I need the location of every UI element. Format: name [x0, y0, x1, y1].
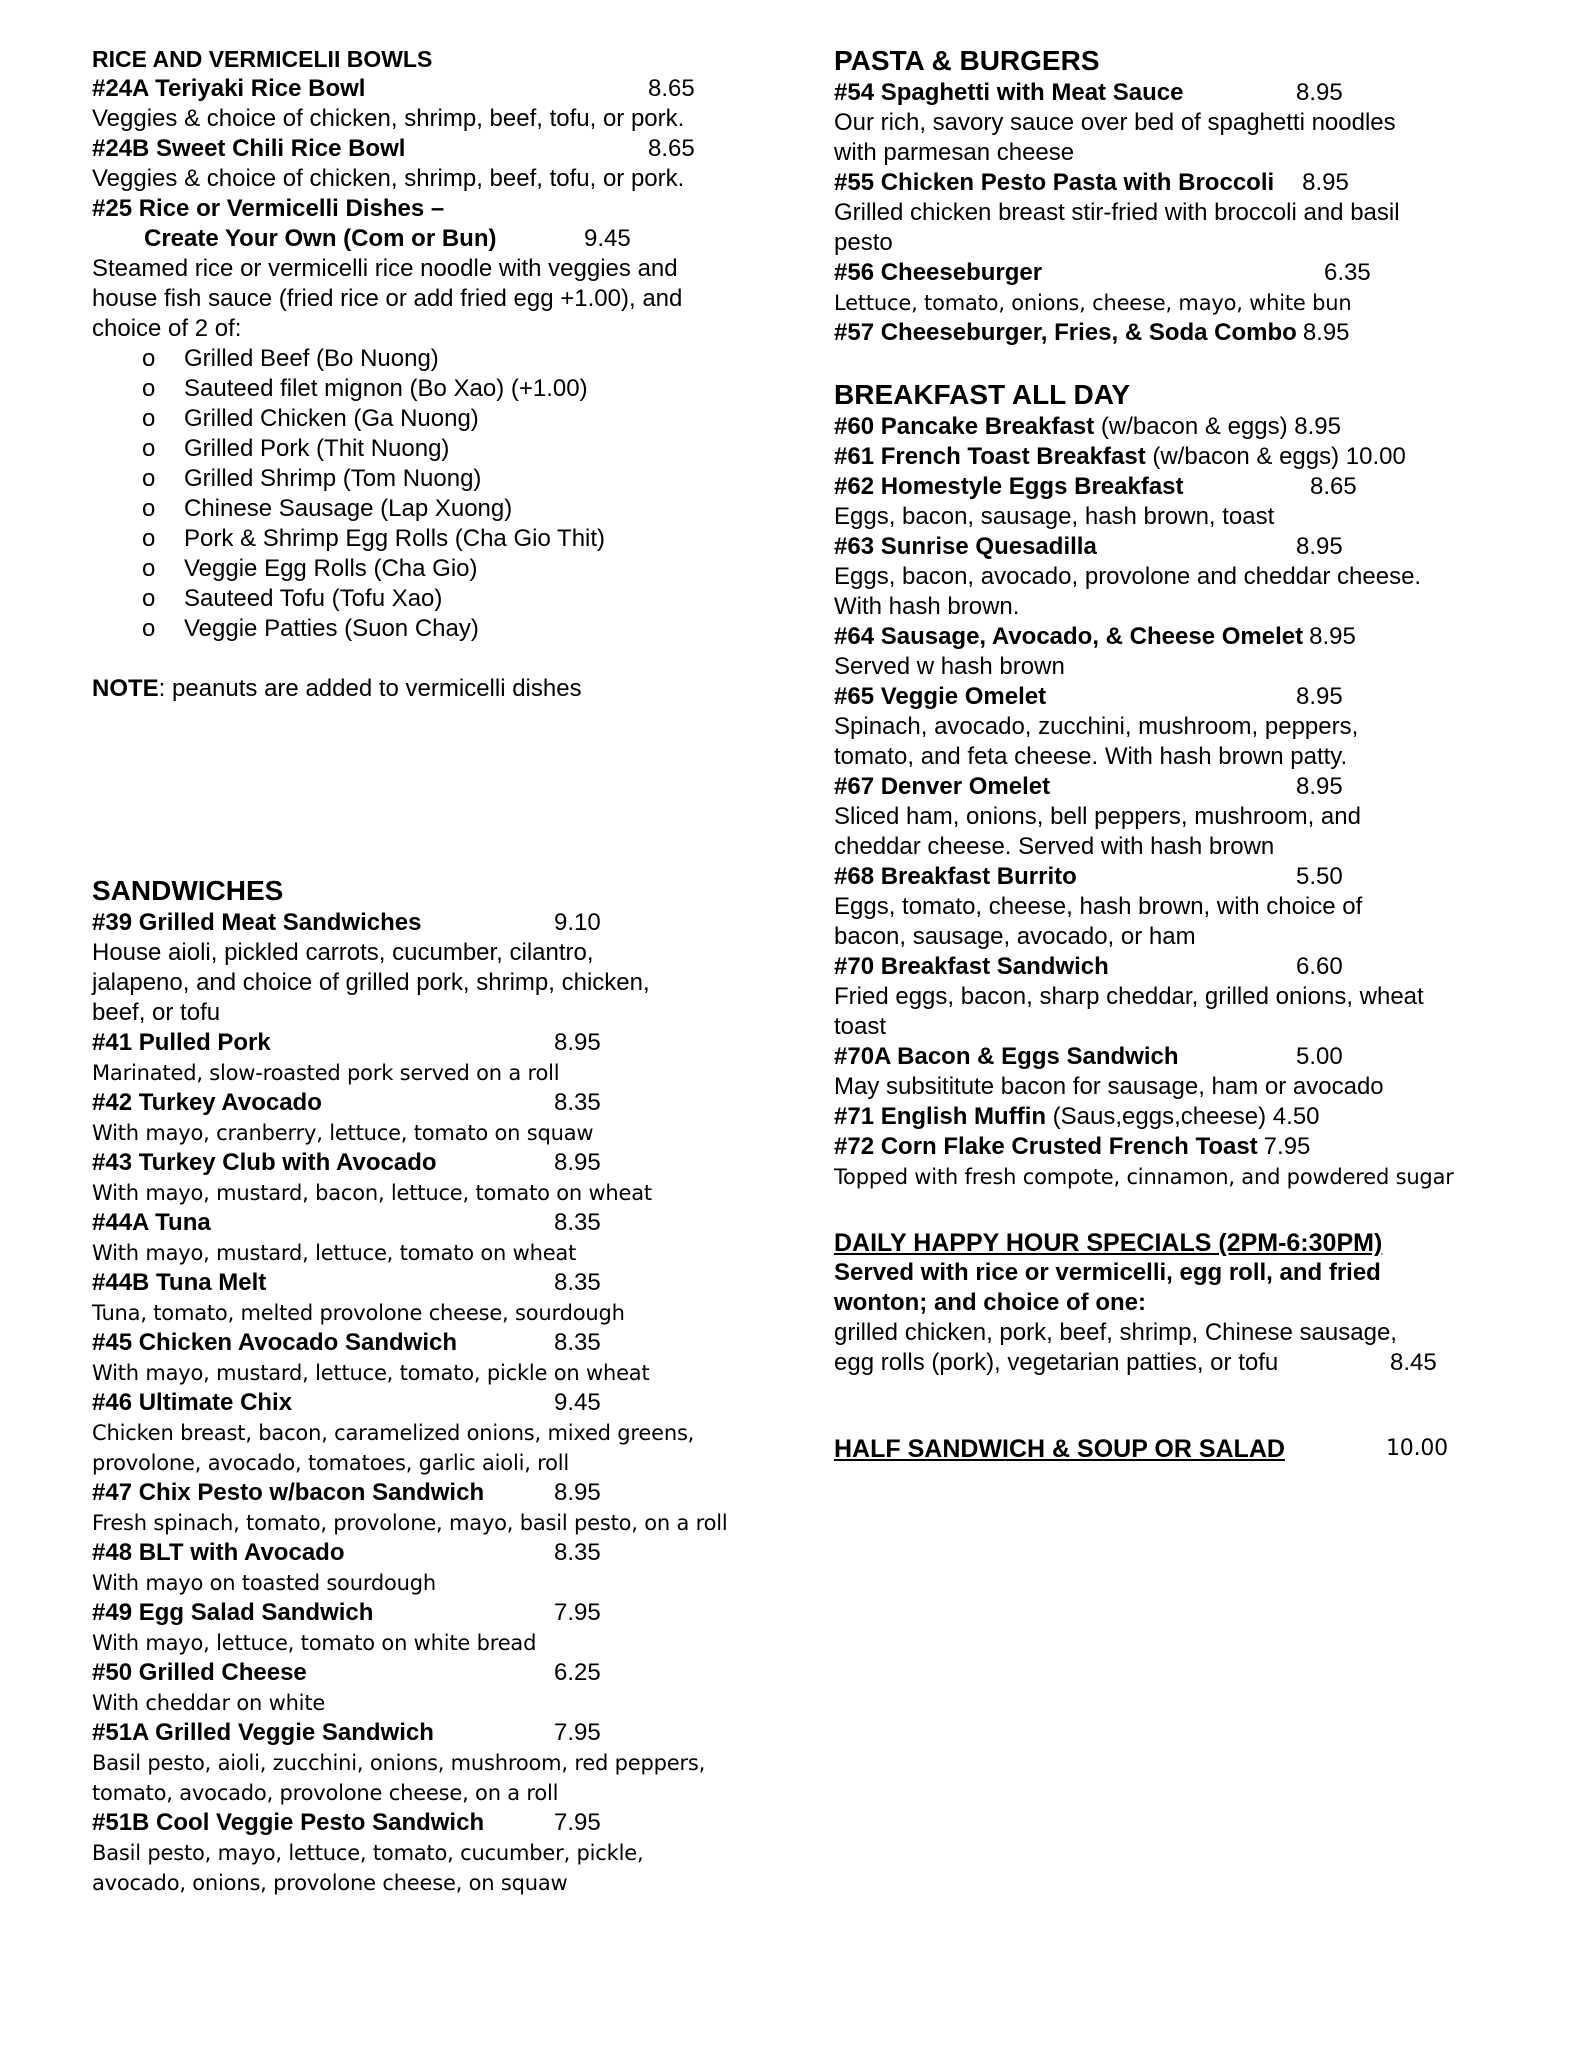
item-price: 8.95 — [1296, 773, 1343, 800]
list-item: o Grilled Pork (Thit Nuong) — [92, 434, 742, 464]
item-desc: avocado, onions, provolone cheese, on squaw — [92, 1871, 568, 1895]
item-name: #41 Pulled Pork — [92, 1029, 271, 1056]
item-name: #63 Sunrise Quesadilla — [834, 533, 1097, 560]
item-name: #48 BLT with Avocado — [92, 1539, 345, 1566]
list-item: o Grilled Shrimp (Tom Nuong) — [92, 464, 742, 494]
item-price: 8.35 — [554, 1269, 601, 1296]
item-price: 6.25 — [554, 1659, 601, 1686]
menu-item — [92, 1538, 742, 1568]
item-name: #24A Teriyaki Rice Bowl — [92, 75, 366, 102]
item-desc: Our rich, savory sauce over bed of spaghetti noodles — [834, 109, 1396, 136]
item-name: #71 English Muffin — [834, 1103, 1047, 1130]
item-desc: Topped with fresh compote, cinnamon, and powdered sugar — [834, 1165, 1454, 1189]
item-desc: toast — [834, 1013, 887, 1040]
happy-hour-desc: egg rolls (pork), vegetarian patties, or tofu — [834, 1349, 1279, 1376]
item-desc: Eggs, bacon, sausage, hash brown, toast — [834, 503, 1275, 530]
list-item: o Pork & Shrimp Egg Rolls (Cha Gio Thit) — [92, 524, 742, 554]
item-name: #44B Tuna Melt — [92, 1269, 267, 1296]
item-name: #72 Corn Flake Crusted French Toast — [834, 1133, 1258, 1160]
bullet-icon: o — [142, 405, 156, 432]
list-item: o Grilled Beef (Bo Nuong) — [92, 344, 742, 374]
item-desc: house fish sauce (fried rice or add fried egg +1.00), and — [92, 285, 683, 312]
item-price: 8.35 — [554, 1089, 601, 1116]
bullet-icon: o — [142, 375, 156, 402]
note-text: : peanuts are added to vermicelli dishes — [158, 675, 582, 702]
menu-item-24b — [92, 134, 742, 164]
menu-item — [92, 908, 742, 938]
item-name: #64 Sausage, Avocado, & Cheese Omelet — [834, 623, 1304, 650]
item-desc: House aioli, pickled carrots, cucumber, cilantro, — [92, 939, 594, 966]
item-name: #51B Cool Veggie Pesto Sandwich — [92, 1809, 485, 1836]
item-extra: (w/bacon & eggs) 8.95 — [1094, 413, 1341, 440]
item-price: 8.95 — [1302, 169, 1349, 196]
item-desc: Basil pesto, mayo, lettuce, tomato, cucumber, pickle, — [92, 1841, 644, 1865]
item-price: 8.95 — [554, 1149, 601, 1176]
menu-item-60 — [834, 412, 1494, 442]
item-desc: Served w hash brown — [834, 653, 1065, 680]
item-name: #24B Sweet Chili Rice Bowl — [92, 135, 406, 162]
peanut-note — [92, 674, 742, 704]
item-desc: Steamed rice or vermicelli rice noodle with veggies and — [92, 255, 678, 282]
right-column — [834, 44, 1494, 1464]
item-price: 6.60 — [1296, 953, 1343, 980]
choice-list — [92, 344, 742, 644]
item-desc: Veggies & choice of chicken, shrimp, beef, tofu, or pork. — [92, 105, 685, 132]
item-desc: tomato, and feta cheese. With hash brown patty. — [834, 743, 1348, 770]
item-desc: cheddar cheese. Served with hash brown — [834, 833, 1275, 860]
item-desc: With mayo, mustard, bacon, lettuce, tomato on wheat — [92, 1181, 652, 1205]
menu-item-62 — [834, 472, 1494, 502]
item-desc: Fresh spinach, tomato, provolone, mayo, basil pesto, on a roll — [92, 1511, 728, 1535]
note-label: NOTE — [92, 675, 159, 702]
menu-item-57 — [834, 318, 1494, 348]
sandwiches-section-title: SANDWICHES — [92, 875, 284, 906]
menu-item — [92, 1148, 742, 1178]
item-desc: With mayo, mustard, lettuce, tomato on wheat — [92, 1241, 577, 1265]
item-price: 8.65 — [648, 135, 695, 162]
bullet-icon: o — [142, 435, 156, 462]
bullet-icon: o — [142, 585, 156, 612]
menu-item — [92, 1268, 742, 1298]
breakfast-section-title: BREAKFAST ALL DAY — [834, 379, 1131, 410]
item-price: 7.95 — [1263, 1133, 1311, 1160]
item-price: 8.95 — [1296, 683, 1343, 710]
item-price: 8.95 — [1302, 319, 1350, 346]
item-name: #61 French Toast Breakfast — [834, 443, 1146, 470]
menu-item-70a — [834, 1042, 1494, 1072]
item-desc: Eggs, tomato, cheese, hash brown, with choice of — [834, 893, 1363, 920]
item-name: #55 Chicken Pesto Pasta with Broccoli — [834, 169, 1275, 196]
item-desc: choice of 2 of: — [92, 315, 242, 342]
happy-hour-subtitle: wonton; and choice of one: — [834, 1289, 1146, 1316]
half-sandwich-item — [834, 1434, 1494, 1464]
item-name: #25 Rice or Vermicelli Dishes – — [92, 195, 445, 222]
item-price: 6.35 — [1324, 259, 1371, 286]
menu-item-54 — [834, 78, 1494, 108]
list-item: o Veggie Patties (Suon Chay) — [92, 614, 742, 644]
item-desc: Lettuce, tomato, onions, cheese, mayo, white bun — [834, 291, 1352, 315]
item-desc: Veggies & choice of chicken, shrimp, beef, tofu, or pork. — [92, 165, 685, 192]
item-name: #56 Cheeseburger — [834, 259, 1043, 286]
menu-item-61 — [834, 442, 1494, 472]
item-desc: Eggs, bacon, avocado, provolone and cheddar cheese. — [834, 563, 1422, 590]
list-item: o Grilled Chicken (Ga Nuong) — [92, 404, 742, 434]
item-price: 8.95 — [554, 1029, 601, 1056]
item-name-line2: Create Your Own (Com or Bun) — [144, 225, 497, 252]
bullet-icon: o — [142, 525, 156, 552]
menu-item — [92, 1328, 742, 1358]
item-name: #67 Denver Omelet — [834, 773, 1051, 800]
bullet-icon: o — [142, 555, 156, 582]
item-name: #62 Homestyle Eggs Breakfast — [834, 473, 1184, 500]
item-desc: provolone, avocado, tomatoes, garlic aioli, roll — [92, 1451, 570, 1475]
half-sandwich-title: HALF SANDWICH & SOUP OR SALAD — [834, 1435, 1285, 1463]
list-item: o Sauteed Tofu (Tofu Xao) — [92, 584, 742, 614]
happy-hour-title: DAILY HAPPY HOUR SPECIALS (2PM-6:30PM) — [834, 1229, 1383, 1257]
item-price: 9.10 — [554, 909, 601, 936]
menu-item-68 — [834, 862, 1494, 892]
item-desc: With mayo, cranberry, lettuce, tomato on squaw — [92, 1121, 594, 1145]
item-name: #47 Chix Pesto w/bacon Sandwich — [92, 1479, 485, 1506]
menu-item — [92, 1598, 742, 1628]
item-desc: Chicken breast, bacon, caramelized onions, mixed greens, — [92, 1421, 695, 1445]
happy-hour-desc: grilled chicken, pork, beef, shrimp, Chinese sausage, — [834, 1319, 1397, 1346]
list-item: o Chinese Sausage (Lap Xuong) — [92, 494, 742, 524]
item-desc: With mayo, mustard, lettuce, tomato, pickle on wheat — [92, 1361, 650, 1385]
menu-item-65 — [834, 682, 1494, 712]
menu-item-64 — [834, 622, 1494, 652]
item-price: 8.35 — [554, 1209, 601, 1236]
item-price: 8.95 — [1296, 79, 1343, 106]
menu-item — [92, 1208, 742, 1238]
item-desc: With hash brown. — [834, 593, 1020, 620]
item-desc: Grilled chicken breast stir-fried with broccoli and basil — [834, 199, 1400, 226]
menu-item-56 — [834, 258, 1494, 288]
item-name: #65 Veggie Omelet — [834, 683, 1047, 710]
menu-item-72 — [834, 1132, 1494, 1162]
item-price: 7.95 — [554, 1719, 601, 1746]
menu-item-67 — [834, 772, 1494, 802]
menu-item — [92, 1808, 742, 1838]
item-price: 5.00 — [1296, 1043, 1343, 1070]
item-price: 5.50 — [1296, 863, 1343, 890]
bullet-icon: o — [142, 465, 156, 492]
item-price: 8.95 — [1296, 533, 1343, 560]
item-desc: bacon, sausage, avocado, or ham — [834, 923, 1196, 950]
item-name: #60 Pancake Breakfast — [834, 413, 1095, 440]
menu-item-24a — [92, 74, 742, 104]
item-name: #70A Bacon & Eggs Sandwich — [834, 1043, 1179, 1070]
item-price: 7.95 — [554, 1599, 601, 1626]
menu-item-71 — [834, 1102, 1494, 1132]
happy-hour-subtitle: Served with rice or vermicelli, egg roll, and fried — [834, 1259, 1381, 1286]
item-desc: May subsititute bacon for sausage, ham or avocado — [834, 1073, 1384, 1100]
item-desc: With cheddar on white — [92, 1691, 326, 1715]
menu-item-55 — [834, 168, 1494, 198]
item-name: #70 Breakfast Sandwich — [834, 953, 1109, 980]
sandwich-list — [92, 908, 742, 1898]
item-desc: tomato, avocado, provolone cheese, on a roll — [92, 1781, 559, 1805]
item-name: #68 Breakfast Burrito — [834, 863, 1077, 890]
item-name: #44A Tuna — [92, 1209, 211, 1236]
item-name: #51A Grilled Veggie Sandwich — [92, 1719, 434, 1746]
happy-hour-price: 8.45 — [1390, 1349, 1437, 1376]
menu-item-63 — [834, 532, 1494, 562]
item-price: 8.65 — [1310, 473, 1357, 500]
menu-item — [92, 1388, 742, 1418]
item-desc: Fried eggs, bacon, sharp cheddar, grilled onions, wheat — [834, 983, 1424, 1010]
item-price: 8.35 — [554, 1539, 601, 1566]
item-name: #45 Chicken Avocado Sandwich — [92, 1329, 458, 1356]
pasta-section-title: PASTA & BURGERS — [834, 45, 1100, 76]
left-column — [92, 44, 742, 1898]
half-sandwich-price: 10.00 — [1386, 1436, 1448, 1461]
item-name: #49 Egg Salad Sandwich — [92, 1599, 374, 1626]
item-name: #54 Spaghetti with Meat Sauce — [834, 79, 1184, 106]
item-name: #39 Grilled Meat Sandwiches — [92, 909, 422, 936]
list-item: o Sauteed filet mignon (Bo Xao) (+1.00) — [92, 374, 742, 404]
item-name: #42 Turkey Avocado — [92, 1089, 322, 1116]
item-extra: (Saus,eggs,cheese) 4.50 — [1046, 1103, 1320, 1130]
bullet-icon: o — [142, 495, 156, 522]
item-desc: Basil pesto, aioli, zucchini, onions, mushroom, red peppers, — [92, 1751, 706, 1775]
item-desc: With mayo, lettuce, tomato on white bread — [92, 1631, 537, 1655]
item-desc: Sliced ham, onions, bell peppers, mushroom, and — [834, 803, 1361, 830]
menu-item — [92, 1658, 742, 1688]
item-desc: Spinach, avocado, zucchini, mushroom, peppers, — [834, 713, 1359, 740]
bullet-icon: o — [142, 615, 156, 642]
item-name: #46 Ultimate Chix — [92, 1389, 293, 1416]
menu-item-25 — [92, 194, 742, 224]
menu-item — [92, 1718, 742, 1748]
item-price: 7.95 — [554, 1809, 601, 1836]
item-desc: pesto — [834, 229, 893, 256]
item-price: 8.95 — [554, 1479, 601, 1506]
item-desc: beef, or tofu — [92, 999, 221, 1026]
item-desc: Marinated, slow-roasted pork served on a roll — [92, 1061, 560, 1085]
menu-item — [92, 1478, 742, 1508]
item-name: #57 Cheeseburger, Fries, & Soda Combo — [834, 319, 1297, 346]
bullet-icon: o — [142, 345, 156, 372]
item-desc: Tuna, tomato, melted provolone cheese, sourdough — [92, 1301, 625, 1325]
item-desc: With mayo on toasted sourdough — [92, 1571, 437, 1595]
item-desc: jalapeno, and choice of grilled pork, shrimp, chicken, — [92, 969, 650, 996]
item-desc: with parmesan cheese — [834, 139, 1075, 166]
rice-section-title: RICE AND VERMICELII BOWLS — [92, 46, 433, 72]
item-price: 9.45 — [554, 1389, 601, 1416]
menu-item — [92, 1028, 742, 1058]
item-price: 8.65 — [648, 75, 695, 102]
item-price: 8.35 — [554, 1329, 601, 1356]
item-name: #50 Grilled Cheese — [92, 1659, 307, 1686]
list-item: o Veggie Egg Rolls (Cha Gio) — [92, 554, 742, 584]
happy-hour-desc-line2 — [834, 1348, 1494, 1378]
item-price: 8.95 — [1309, 623, 1356, 650]
item-name: #43 Turkey Club with Avocado — [92, 1149, 437, 1176]
menu-item — [92, 1088, 742, 1118]
item-price: 9.45 — [584, 225, 631, 252]
menu-item-70 — [834, 952, 1494, 982]
item-extra: (w/bacon & eggs) 10.00 — [1145, 443, 1406, 470]
menu-item-25-line2 — [92, 224, 742, 254]
